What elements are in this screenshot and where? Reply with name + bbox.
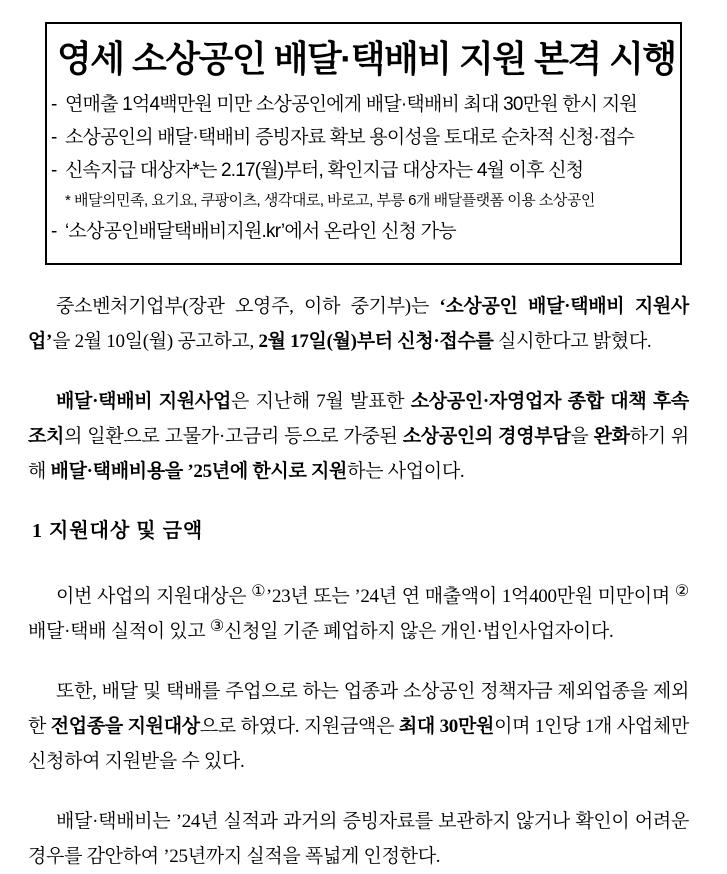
body-text-run: 또한, 배달 및 택배를 주업으로 하는 업종과 소상공인 정책자금 제외업종을 제외한	[28, 680, 689, 737]
circled-number-marker: ①	[251, 582, 266, 600]
emphasis-text: ‘소상공인 배달·택배비 지원사업’	[28, 295, 689, 352]
emphasis-text: 전업종을 지원대상	[50, 715, 200, 737]
body-text-run: 중소벤처기업부(장관 오영주, 이하 중기부)는	[56, 295, 440, 317]
bullet-text: 소상공인의 배달·택배비 증빙자료 확보 용이성을 토대로 순차적 신청·접수	[65, 126, 635, 148]
body-text-run: 을	[570, 425, 594, 447]
emphasis-text: 최대 30만원	[398, 715, 495, 737]
headline-title: 영세 소상공인 배달·택배비 지원 본격 시행	[57, 38, 676, 79]
bullet-dash: -	[51, 126, 57, 148]
headline-bullet-1	[51, 93, 670, 117]
paragraph-record-recognition	[28, 804, 689, 874]
body-text-run: 으로 하였다. 지원금액은	[199, 715, 399, 737]
bullet-text: ‘소상공인배달택배비지원.kr’에서 온라인 신청 가능	[65, 220, 456, 242]
body-text-run: 이번 사업의 지원대상은	[56, 585, 252, 607]
bullet-dash: -	[51, 220, 57, 242]
circled-number-marker: ③	[209, 617, 225, 635]
press-release-page	[0, 22, 727, 869]
bullet-dash: -	[51, 159, 57, 181]
headline-box	[45, 22, 682, 265]
body-text-run: 하기 위해	[28, 425, 689, 482]
body-text-run: ’23년 또는 ’24년 연 매출액이 1억400만원 미만이며	[265, 585, 675, 607]
body-text-run: 을 2월 10일(월) 공고하고,	[52, 330, 259, 352]
bullet-text: 연매출 1억4백만원 미만 소상공인에게 배달·택배비 최대 30만원 한시 지원	[65, 94, 637, 115]
section-heading-support-target: 1 지원대상 및 금액	[32, 519, 204, 542]
body-text-run: 배달·택배 실적이 있고	[28, 620, 210, 642]
paragraph-industries-amount	[28, 674, 689, 779]
body-text-run: 실시한다고 밝혔다.	[493, 330, 652, 352]
paragraph-announcement	[28, 289, 689, 359]
article-body	[0, 265, 727, 874]
headline-bullet-3	[51, 159, 670, 183]
headline-bullet-4	[51, 220, 670, 244]
emphasis-text: 배달·택배비 지원사업	[56, 390, 232, 412]
body-text-run: 신청일 기준 폐업하지 않은 개인·법인사업자이다.	[224, 620, 614, 642]
body-text-run: 은 지난해 7월 발표한	[231, 390, 411, 412]
body-text-run: 의 일환으로 고물가·고금리 등으로 가중된	[64, 425, 403, 447]
body-text-run: 배달·택배비는 ’24년 실적과 과거의 증빙자료를 보관하지 않거나 확인이 어려운 경우를 감안하여 ’25년까지 실적을 폭넓게 인정한다.	[28, 810, 689, 867]
bullet-dash: -	[51, 94, 57, 115]
headline-bullet-2	[51, 126, 670, 150]
emphasis-text: 완화	[593, 425, 630, 447]
circled-number-marker: ②	[674, 582, 689, 600]
paragraph-eligibility	[28, 579, 689, 649]
paragraph-background	[28, 384, 689, 489]
body-text-run: 하는 사업이다.	[347, 460, 465, 482]
emphasis-text: 배달·택배비용을 ’25년에 한시로 지원	[50, 460, 348, 482]
emphasis-text: 2월 17일(월)부터 신청·접수를	[258, 330, 494, 352]
emphasis-text: 소상공인·자영업자 종합 대책 후속 조치	[28, 390, 689, 447]
bullet-text: 신속지급 대상자*는 2.17(월)부터, 확인지급 대상자는 4월 이후 신청	[65, 159, 584, 181]
emphasis-text: 소상공인의 경영부담	[402, 425, 571, 447]
headline-footnote: * 배달의민족, 요기요, 쿠팡이츠, 생각대로, 바로고, 부릉 6개 배달플랫폼 이용 소상공인	[65, 192, 595, 210]
body-text-run: 이며 1인당 1개 사업체만 신청하여 지원받을 수 있다.	[28, 715, 689, 772]
